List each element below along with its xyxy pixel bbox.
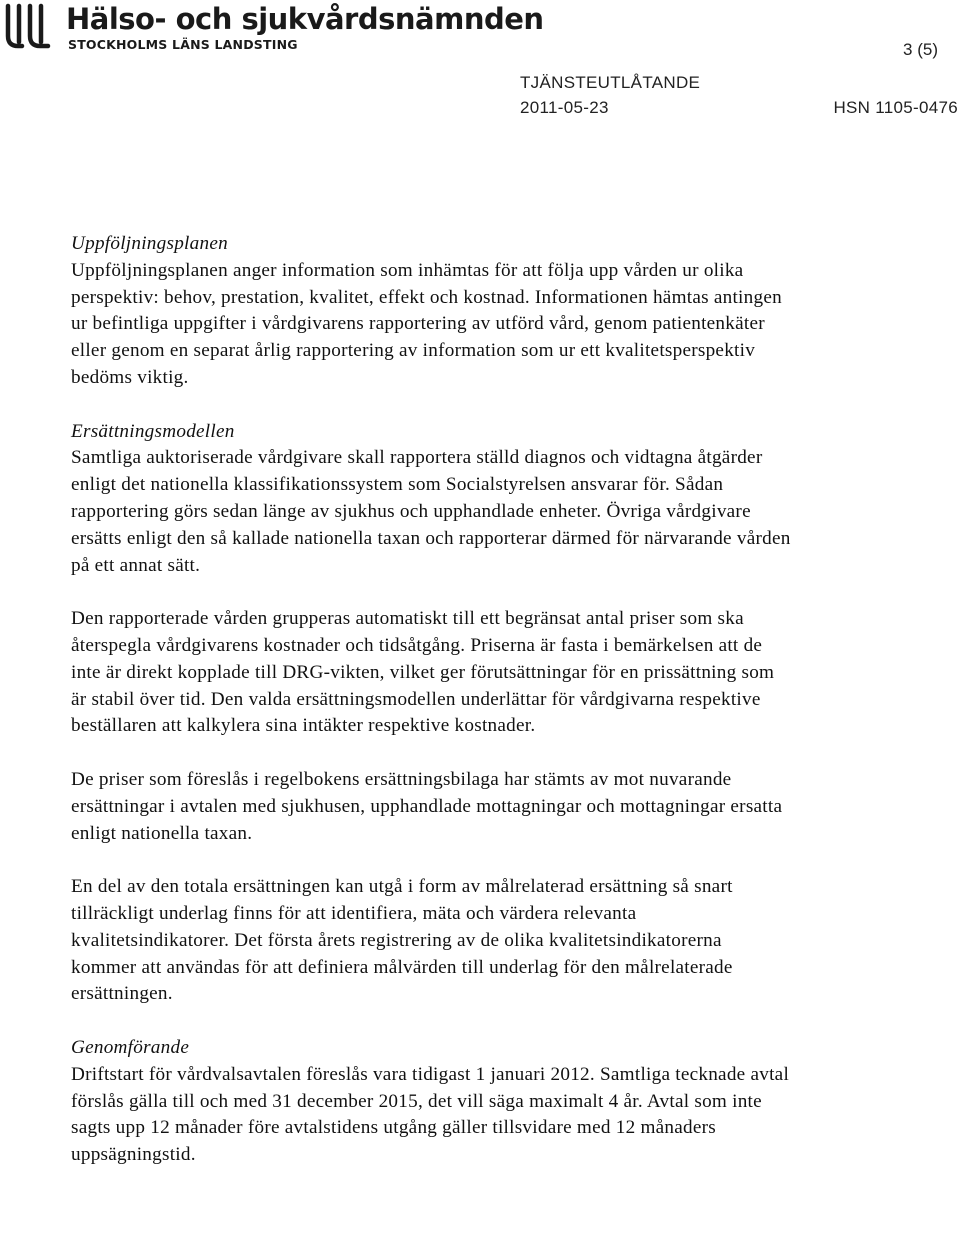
document-date: 2011-05-23: [520, 98, 609, 117]
document-reference: HSN 1105-0476: [833, 98, 958, 117]
paragraph-ersattning-2: Den rapporterade vården grupperas automatiskt till ett begränsat antal priser som ska återspegla vårdgivarens kostnader och tidsåtgång. Priserna är fasta i bemärkelsen att de inte är direkt kopplade till DRG-vikten, vilket ger förutsättningar för en prissättning som är stabil över tid. Den valda ersättningsmodellen underlättar för vårdgivarna respektive beställaren att kalkylera sina intäkter respektive kostnader.: [71, 608, 775, 737]
document-header: [0, 0, 960, 130]
page-number: 3 (5): [903, 40, 938, 59]
landsting-logo-icon: [2, 2, 60, 50]
paragraph-ersattning-1: Samtliga auktoriserade vårdgivare skall rapportera ställd diagnos och vidtagna åtgärder enligt det nationella klassifikationssystem som Socialstyrelsen ansvarar för. Sådan rapportering görs sedan länge av sjukhus och upphandlade enheter. Övriga vårdgivare ersätts enligt den så kallade nationella taxan och rapporterar därmed för närvarande vården på ett annat sätt.: [71, 447, 791, 576]
paragraph-genomforande: Driftstart för vårdvalsavtalen föreslås vara tidigast 1 januari 2012. Samtliga tecknade avtal förslås gälla till och med 31 december 2015, det vill säga maximalt 4 år. Avtal som inte sagts upp 12 månader före avtalstidens utgång gäller tillsvidare med 12 månaders uppsägningstid.: [71, 1063, 790, 1166]
organization-subtitle: STOCKHOLMS LÄNS LANDSTING: [68, 37, 298, 52]
paragraph-ersattning-3: De priser som föreslås i regelbokens ersättningsbilaga har stämts av mot nuvarande ersättningar i avtalen med sjukhusen, upphandlade mottagningar och mottagningar ersatta enligt nationella taxan.: [71, 768, 783, 844]
paragraph-uppfoljning: Uppföljningsplanen anger information som inhämtas för att följa upp vården ur olika perspektiv: behov, prestation, kvalitet, effekt och kostnad. Informationen hämtas antingen ur befintliga uppgifter i vårdgivarens rapportering av utförd vård, genom patientenkäter eller genom en separat årlig rapportering av information som ur ett kvalitetsperspektiv bedöms viktig.: [71, 259, 782, 388]
document-type: TJÄNSTEUTLÅTANDE: [520, 73, 701, 92]
paragraph-ersattning-4: En del av den totala ersättningen kan utgå i form av målrelaterad ersättning så snart tillräckligt underlag finns för att identifiera, mäta och värdera relevanta kvalitetsindikatorer. Det första årets registrering av de olika kvalitetsindikatorerna kommer att användas för att definiera målvärden till underlag för den målrelaterade ersättningen.: [71, 876, 733, 1005]
section-heading-uppfoljning: Uppföljningsplanen: [71, 233, 228, 254]
organization-name: Hälso- och sjukvårdsnämnden: [66, 2, 544, 36]
section-heading-genomforande: Genomförande: [71, 1036, 190, 1058]
section-heading-ersattning: Ersättningsmodellen: [71, 420, 235, 442]
document-body: [71, 231, 791, 1169]
